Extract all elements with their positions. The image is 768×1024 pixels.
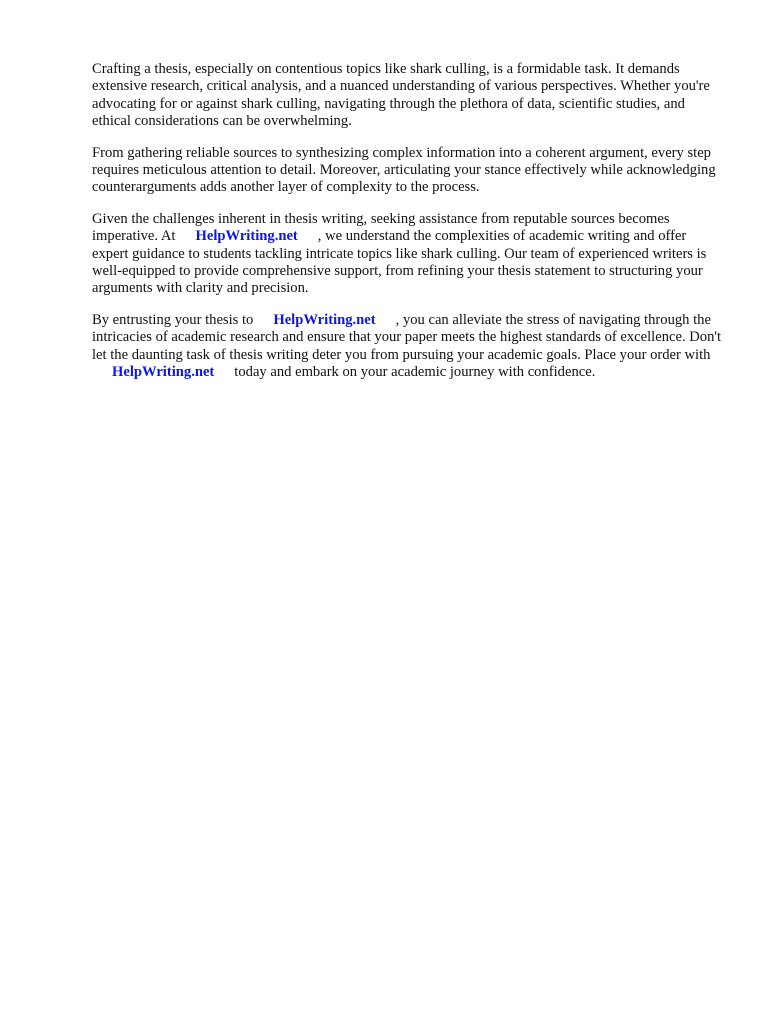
paragraph-closing-text-after: today and embark on your academic journey with confidence. [234,363,596,380]
paragraph-assistance-text-before: Given the challenges inherent in thesis writing, seeking assistance from reputable sources becomes imperative. At [92,211,670,245]
paragraph-assistance-text-after: , we understand the complexities of academic writing and offer expert guidance to students tackling intricate topics like shark culling. Our team of experienced writers is well-equipped to provide comprehensive support, from refining your thesis statement to structuring your arguments with clarity and precision. [92,228,707,297]
helpwriting-link[interactable]: HelpWriting.net [195,228,298,245]
paragraph-closing-text-middle: , you can alleviate the stress of navigating through the intricacies of academic research and ensure that your paper meets the highest standards of excellence. Don't let the daunting task of thesis writing deter you from pursuing your academic goals. Place your order with [92,312,722,363]
helpwriting-link[interactable]: HelpWriting.net [273,312,376,329]
paragraph-challenges: From gathering reliable sources to synthesizing complex information into a coherent argument, every step requires meticulous attention to detail. Moreover, articulating your stance effectively while acknowledging counterarguments adds another layer of complexity to the process. [92,144,716,196]
helpwriting-link[interactable]: HelpWriting.net [112,363,215,380]
paragraph-closing [92,312,722,381]
paragraph-intro: Crafting a thesis, especially on contentious topics like shark culling, is a formidable task. It demands extensive research, critical analysis, and a nuanced understanding of various perspectives. Whether you're advocating for or against shark culling, navigating through the plethora of data, scientific studies, and ethical considerations can be overwhelming. [92,61,710,129]
document-page [92,61,722,396]
paragraph-closing-text-before: By entrusting your thesis to [92,312,254,329]
paragraph-assistance [92,211,722,297]
